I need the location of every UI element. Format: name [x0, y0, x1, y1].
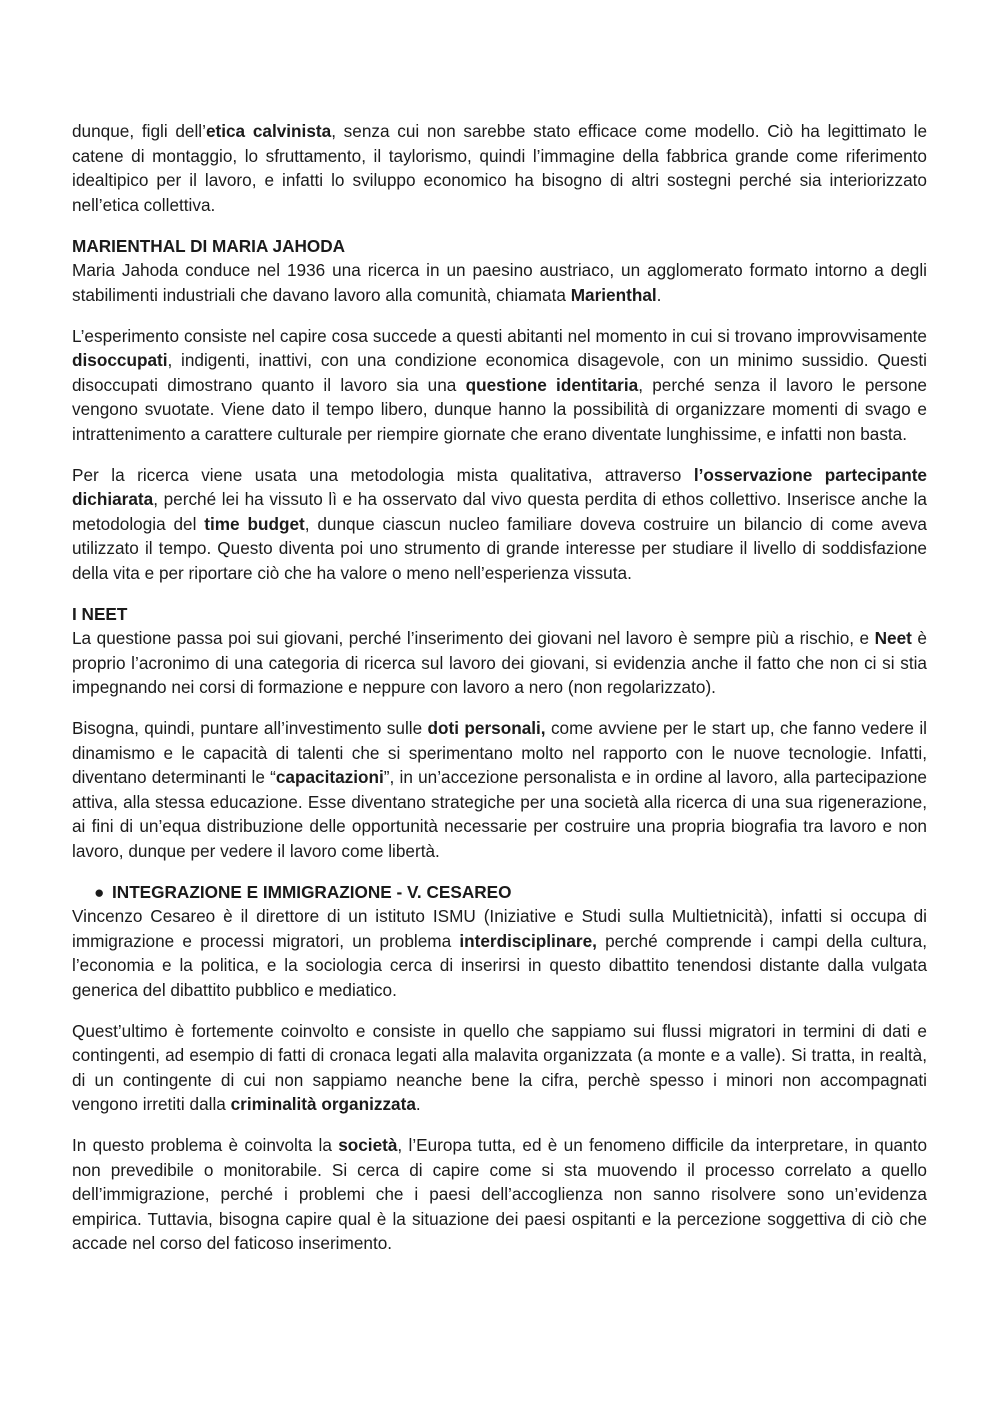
text-run: perché comprende i campi della cultura, l’economia e la politica, e la sociologia cerca di inserirsi in questo dibattito tenendosi distante dalla vulgata generica del dibattito pubblico e mediatico. [72, 930, 927, 1000]
section-heading: INTEGRAZIONE E IMMIGRAZIONE - V. CESAREO [112, 881, 512, 902]
bullet-icon: ● [94, 881, 105, 902]
text-run: Quest’ultimo è fortemente coinvolto e consiste in quello che sappiamo sui flussi migratori in termini di dati e contingenti, ad esempio di fatti di cronaca legati alla malavita organizzata (a monte e a valle). Si tratta, in realtà, di un contingente di cui non sappiamo neanche bene la cifra, perchè spesso i minori non accompagnati vengono irretiti dalla [72, 1020, 927, 1114]
paragraph [72, 626, 927, 700]
bold-text-run: capacitazioni [275, 767, 384, 787]
bold-text-run: l’osservazione partecipante dichiarata [72, 464, 927, 509]
paragraph [72, 258, 927, 307]
text-run: , perché lei ha vissuto lì e ha osservato dal vivo questa perdita di ethos collettivo. Inserisce anche la metodologia del [72, 489, 927, 534]
marienthal-section [72, 234, 927, 586]
text-run: , senza cui non sarebbe stato efficace come modello. Ciò ha legittimato le catene di montaggio, lo sfruttamento, il taylorismo, quindi l’immagine della fabbrica grande come riferimento idealtipico per il lavoro, e infatti lo sviluppo economico ha bisogno di altri sostegni perché sia interiorizzato nell’etica collettiva. [72, 121, 928, 215]
paragraph [72, 1019, 927, 1117]
bold-text-run: criminalità organizzata [230, 1094, 416, 1114]
paragraph [72, 904, 927, 1002]
text-run: , perché senza il lavoro le persone vengono svuotate. Viene dato il tempo libero, dunque hanno la possibilità di organizzare momenti di svago e intrattenimento a carattere culturale per riempire giornate che erano diventate lunghissime, e infatti non basta. [72, 374, 927, 444]
bold-text-run: questione identitaria [465, 374, 639, 395]
bold-text-run: disoccupati [72, 350, 168, 370]
text-run: Bisogna, quindi, puntare all’investimento sulle [72, 718, 428, 738]
section-heading: I NEET [72, 603, 128, 624]
bulleted-section-heading [72, 880, 927, 905]
text-run: In questo problema è coinvolta la [72, 1135, 339, 1155]
immigration-section [72, 880, 927, 1256]
bold-text-run: doti personali, [427, 718, 546, 738]
text-run: , indigenti, inattivi, con una condizione economica disagevole, con un minimo sussidio. Questi disoccupati dimostrano quanto il lavoro sia una [72, 350, 927, 395]
text-run: , dunque ciascun nucleo familiare doveva costruire un bilancio di come aveva utilizzato il tempo. Questo diventa poi uno strumento di grande interesse per studiare il livello di soddisfazione della vita e per riportare ciò che ha valore o meno nell’esperienza vissuta. [72, 513, 927, 583]
text-run: Maria Jahoda conduce nel 1936 una ricerca in un paesino austriaco, un agglomerato formato intorno a degli stabilimenti industriali che davano lavoro alla comunità, chiamata [72, 260, 927, 305]
text-run: come avviene per le start up, che fanno vedere il dinamismo e le capacità di talenti che si sperimentano molto nel rapporto con le nuove tecnologie. Infatti, diventano determinanti le “ [72, 718, 927, 787]
paragraph [72, 119, 927, 217]
intro-section [72, 119, 927, 217]
text-run: . [415, 1094, 421, 1114]
document-page [72, 119, 927, 1272]
bold-text-run: interdisciplinare, [459, 930, 597, 951]
paragraph [72, 716, 927, 863]
text-run: ”, in un’accezione personalista e in ordine al lavoro, alla partecipazione attiva, alla stessa educazione. Esse diventano strategiche per una società alla ricerca di una sua rigenerazione, ai fini di un’equa distribuzione delle opportunità necessarie per costruire una propria biografia tra lavoro e non lavoro, dunque per vedere il lavoro come libertà. [72, 767, 927, 861]
paragraph [72, 1133, 927, 1256]
text-run: dunque, figli dell’ [72, 121, 206, 141]
bold-text-run: time budget [204, 513, 305, 534]
text-run: La questione passa poi sui giovani, perché l’inserimento dei giovani nel lavoro è sempre più a rischio, e [72, 628, 875, 648]
text-run: Per la ricerca viene usata una metodologia mista qualitativa, attraverso [72, 464, 694, 485]
section-heading: MARIENTHAL DI MARIA JAHODA [72, 235, 346, 256]
neet-section [72, 602, 927, 864]
text-run: è proprio l’acronimo di una categoria di ricerca sul lavoro dei giovani, si evidenzia anche il fatto che non ci si stia impegnando nei corsi di formazione e neppure con lavoro a nero (non regolarizzato). [72, 628, 927, 697]
paragraph [72, 463, 927, 586]
bold-text-run: Neet [874, 628, 912, 648]
paragraph [72, 324, 927, 447]
bold-text-run: Marienthal [570, 284, 657, 305]
text-run: Vincenzo Cesareo è il direttore di un istituto ISMU (Iniziative e Studi sulla Multietnicità), infatti si occupa di immigrazione e processi migratori, un problema [72, 906, 927, 951]
text-run: , l’Europa tutta, ed è un fenomeno difficile da interpretare, in quanto non prevedibile o monitorabile. Si cerca di capire come si sta muovendo il processo correlato a quello dell’immigrazione, perché i problemi che i paesi dell’accoglienza non sanno risolvere sono un’evidenza empirica. Tuttavia, bisogna capire qual è la situazione dei paesi ospitanti e la percezione soggettiva di ciò che accade nel corso del faticoso inserimento. [72, 1135, 928, 1253]
text-run: . [656, 284, 662, 305]
bold-text-run: società [338, 1135, 398, 1155]
text-run: L’esperimento consiste nel capire cosa succede a questi abitanti nel momento in cui si trovano improvvisamente [72, 325, 927, 346]
bold-text-run: etica calvinista [205, 121, 332, 141]
